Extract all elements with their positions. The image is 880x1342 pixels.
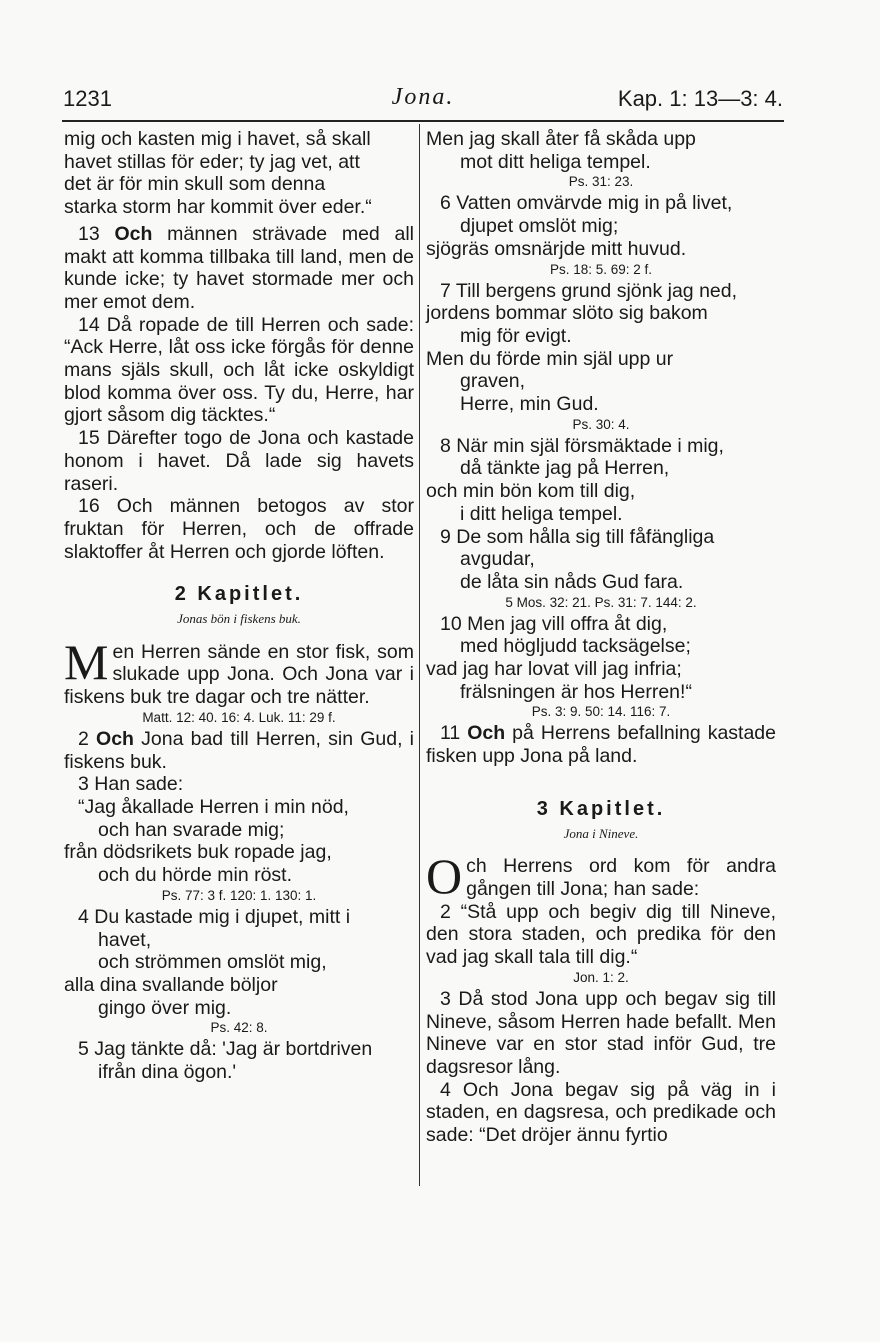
poem-line: och strömmen omslöt mig, xyxy=(98,951,327,974)
verse-lead-word: Och xyxy=(467,722,506,745)
poem-line: mig för evigt. xyxy=(460,324,572,347)
poem-line: från dödsrikets buk ropade jag, xyxy=(64,841,332,864)
poem-line: gingo över mig. xyxy=(98,996,232,1019)
poem-line: vad jag har lovat vill jag infria; xyxy=(426,658,682,681)
poem-line: 8 När min själ försmäktade i mig, xyxy=(440,434,724,457)
poem-line: och min bön kom till dig, xyxy=(426,480,636,503)
verse-15: 15 Därefter togo de Jona och kastade honom i havet. Då lade sig havets raseri. xyxy=(64,427,414,495)
poem-line: 9 De som hålla sig till fåfängliga xyxy=(440,525,715,548)
book-title: Jona. xyxy=(391,84,455,110)
chapter-3-heading: 3 Kapitlet. xyxy=(536,797,666,820)
poem-line: 7 Till bergens grund sjönk jag ned, xyxy=(440,279,738,302)
verse-lead-word: Och xyxy=(114,222,153,245)
page-number: 1231 xyxy=(63,86,112,111)
page-header xyxy=(63,86,783,120)
poem-line: 10 Men jag vill offra åt dig, xyxy=(440,612,668,635)
line-text: havet stillas för eder; ty jag vet, att xyxy=(64,150,360,173)
column-divider xyxy=(419,124,420,1186)
poem-line: alla dina svallande böljor xyxy=(64,973,278,996)
poem-line: mot ditt heliga tempel. xyxy=(460,150,651,173)
poem-line: och du hörde min röst. xyxy=(98,864,293,887)
poem-line: ifrån dina ögon.' xyxy=(98,1061,237,1084)
cross-reference: 5 Mos. 32: 21. Ps. 31: 7. 144: 2. xyxy=(505,594,697,610)
drop-cap: O xyxy=(426,848,463,905)
left-column xyxy=(64,128,414,1084)
poem-line: avgudar, xyxy=(460,548,535,571)
verse-number: 11 xyxy=(440,722,461,745)
line-text: mig och kasten mig i havet, så skall xyxy=(64,128,371,150)
poem-line: Men du förde min själ upp ur xyxy=(426,347,674,370)
verse-text: Jona bad till Herren, sin Gud, i fiskens buk. xyxy=(64,727,415,773)
verse-text: männen strävade med all makt att komma tillbaka till land, men de kunde icke; ty havet stormade mer och mer emot dem. xyxy=(64,222,414,313)
poem-line: med högljudd tacksägelse; xyxy=(460,635,691,658)
poem-line: de låta sin nåds Gud fara. xyxy=(460,570,684,593)
verse-14: 14 Då ropade de till Herren och sade: “Ack Herre, låt oss icke förgås för denne mans själs skull, och låt icke oskyldigt blod komma över oss. Ty du, Herre, har gjort såsom dig täcktes.“ xyxy=(64,313,414,427)
poem-line: djupet omslöt mig; xyxy=(460,215,619,238)
drop-cap: M xyxy=(64,633,109,690)
line-text: starka storm har kommit över eder.“ xyxy=(64,196,372,219)
poem-line: frälsningen är hos Herren!“ xyxy=(460,680,692,703)
poem-line: jordens bommar slöto sig bakom xyxy=(426,302,708,325)
verse-text: på Herrens befallning kastade fisken upp Jona på land. xyxy=(426,722,776,768)
chapter-3-verse-3: 3 Då stod Jona upp och begav sig till Nineve, såsom Herren hade befallt. Men Nineve var en stor stad inför Gud, tre dagsresor lång. xyxy=(426,987,776,1078)
cross-reference: Ps. 77: 3 f. 120: 1. 130: 1. xyxy=(161,887,317,903)
poem-line: i ditt heliga tempel. xyxy=(460,502,623,525)
poem-line: graven, xyxy=(460,370,526,393)
chapter-3-verse-1 xyxy=(426,848,776,905)
poem-line: sjögräs omsnärjde mitt huvud. xyxy=(426,237,687,260)
cross-reference: Ps. 18: 5. 69: 2 f. xyxy=(549,261,653,277)
chapter-2-heading: 2 Kapitlet. xyxy=(174,583,304,606)
poem-line: Men jag skall åter få skåda upp xyxy=(426,128,696,150)
poem-line: Herre, min Gud. xyxy=(460,393,599,416)
right-column xyxy=(426,128,776,1147)
chapter-range: Kap. 1: 13—3: 4. xyxy=(617,86,783,111)
line-text: det är för min skull som denna xyxy=(64,173,326,196)
cross-reference: Matt. 12: 40. 16: 4. Luk. 11: 29 f. xyxy=(142,709,336,725)
verse-11 xyxy=(426,722,776,767)
cross-reference: Ps. 3: 9. 50: 14. 116: 7. xyxy=(531,704,671,720)
verse-16: 16 Och männen betogos av stor fruktan för Herren, och de offrade slaktoffer åt Herren och gjorde löften. xyxy=(64,495,414,563)
cross-reference: Ps. 42: 8. xyxy=(210,1020,268,1036)
verse-number: 13 xyxy=(78,222,100,245)
verse-3: 3 Han sade: xyxy=(78,773,184,796)
poem-line: havet, xyxy=(98,928,152,951)
poem-line: 5 Jag tänkte då: 'Jag är bortdriven xyxy=(78,1038,373,1061)
verse-lead-word: Och xyxy=(96,727,134,750)
chapter-3-verse-4: 4 Och Jona begav sig på väg in i staden, en dagsresa, och predikade och sade: “Det dröjer ännu fyrtio xyxy=(426,1078,776,1147)
chapter-3-subtitle: Jona i Nineve. xyxy=(563,825,639,841)
poem-line: och han svarade mig; xyxy=(98,818,285,841)
poem-line: 4 Du kastade mig i djupet, mitt i xyxy=(78,905,351,928)
chapter-3-verse-2: 2 “Stå upp och begiv dig till Nineve, den stora staden, och predika för den vad jag skall tala till dig.“ xyxy=(426,900,776,969)
cross-reference: Ps. 30: 4. xyxy=(572,416,630,432)
cross-reference: Ps. 31: 23. xyxy=(568,174,634,190)
cross-reference: Jon. 1: 2. xyxy=(573,969,629,985)
verse-text: ch Herrens ord kom för andra gången till Jona; han sade: xyxy=(466,855,776,900)
poem-line: “Jag åkallade Herren i min nöd, xyxy=(78,795,349,818)
header-rule xyxy=(62,120,784,122)
verse-text: en Herren sände en stor fisk, som slukade upp Jona. Och Jona var i fiskens buk tre dagar och tre nätter. xyxy=(64,640,414,709)
verse-13 xyxy=(64,223,414,314)
chapter-2-verse-1 xyxy=(64,633,414,709)
poem-line: 6 Vatten omvärvde mig in på livet, xyxy=(440,192,733,215)
verse-number: 2 xyxy=(78,727,89,750)
chapter-2-subtitle: Jonas bön i fiskens buk. xyxy=(177,611,301,627)
poem-line: då tänkte jag på Herren, xyxy=(460,457,670,480)
verse-2 xyxy=(64,728,414,773)
